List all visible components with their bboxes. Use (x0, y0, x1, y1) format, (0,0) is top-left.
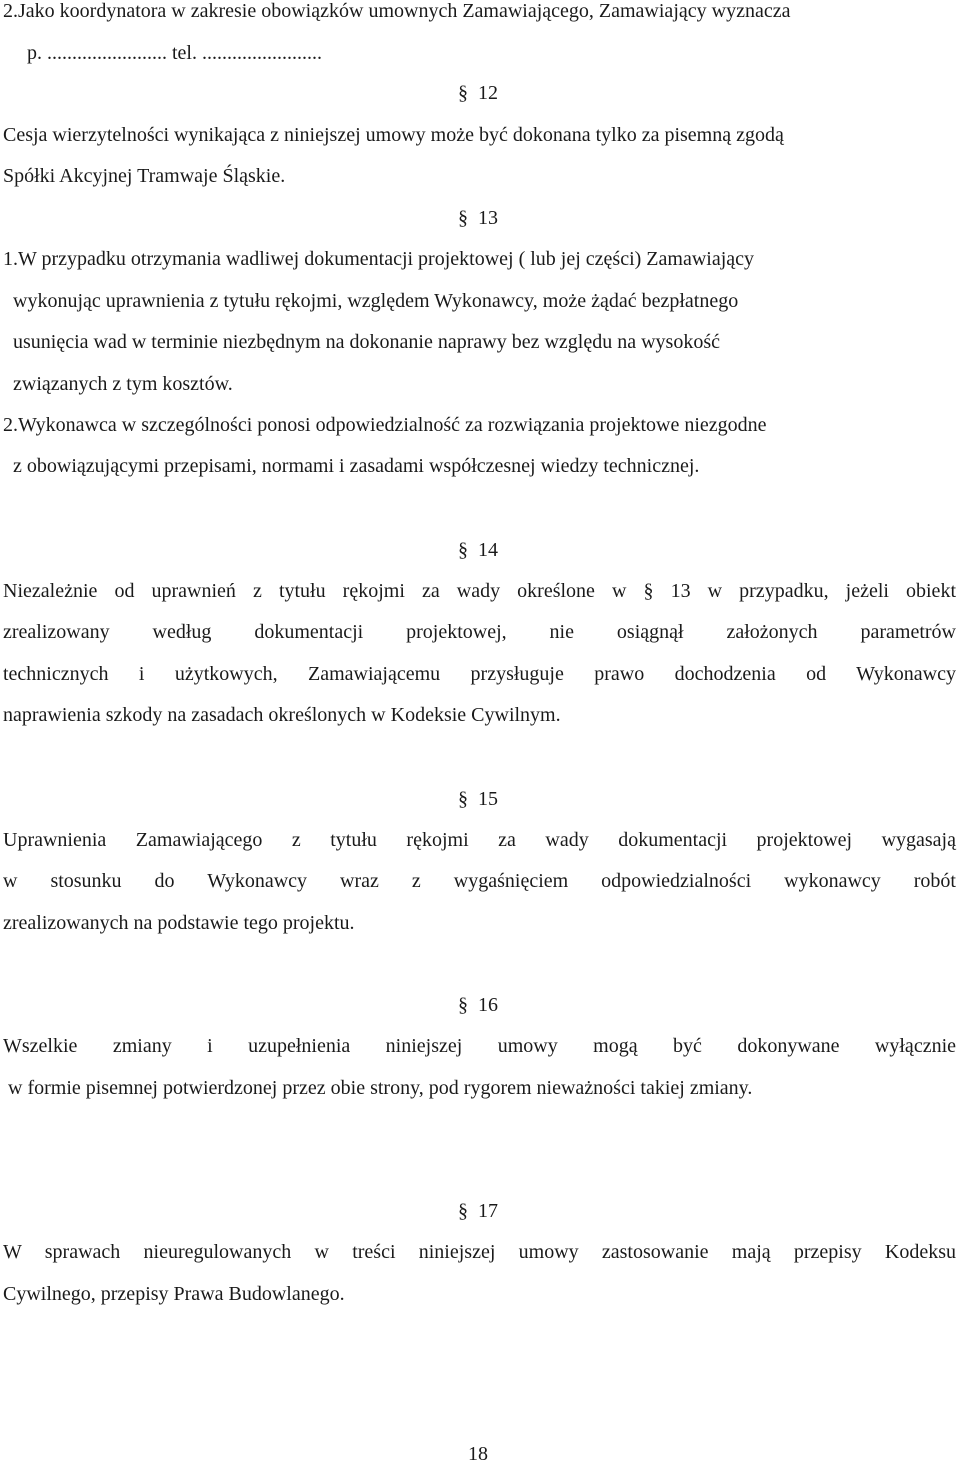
page-number: 18 (468, 1443, 488, 1465)
section-symbol: § (458, 994, 468, 1016)
paragraph-line: Cywilnego, przepisy Prawa Budowlanego. (3, 1283, 345, 1305)
paragraph-line: w stosunku do Wykonawcy wraz z wygaśnięciem odpowiedzialności wykonawcy robót (3, 870, 956, 892)
paragraph-line: Cesja wierzytelności wynikająca z niniejszej umowy może być dokonana tylko za pisemną zgodą (3, 124, 784, 146)
section-heading-13 (458, 205, 498, 231)
section-heading-12 (458, 80, 498, 106)
paragraph-line: usunięcia wad w terminie niezbędnym na dokonanie naprawy bez względu na wysokość (13, 331, 720, 353)
paragraph-line: p. ........................ tel. ........................ (27, 42, 322, 64)
section-heading-14 (458, 537, 498, 563)
section-heading-16 (458, 992, 498, 1018)
section-heading-15 (458, 786, 498, 812)
paragraph-line: W sprawach nieuregulowanych w treści niniejszej umowy zastosowanie mają przepisy Kodeksu (3, 1241, 956, 1263)
section-heading-17 (458, 1198, 498, 1224)
paragraph-line: Wszelkie zmiany i uzupełnienia niniejszej umowy mogą być dokonywane wyłącznie (3, 1035, 956, 1057)
paragraph-line: Uprawnienia Zamawiającego z tytułu rękojmi za wady dokumentacji projektowej wygasają (3, 829, 956, 851)
paragraph-line: związanych z tym kosztów. (13, 373, 233, 395)
section-number: 12 (478, 82, 498, 104)
paragraph-line: Niezależnie od uprawnień z tytułu rękojmi za wady określone w § 13 w przypadku, jeżeli obiekt (3, 580, 956, 602)
paragraph-line: zrealizowanych na podstawie tego projektu. (3, 912, 355, 934)
section-number: 13 (478, 207, 498, 229)
section-symbol: § (458, 82, 468, 104)
paragraph-line: z obowiązującymi przepisami, normami i zasadami współczesnej wiedzy technicznej. (13, 455, 700, 477)
paragraph-line: 2.Wykonawca w szczególności ponosi odpowiedzialność za rozwiązania projektowe niezgodne (3, 414, 767, 436)
section-number: 15 (478, 788, 498, 810)
paragraph-line: 2.Jako koordynatora w zakresie obowiązków umownych Zamawiającego, Zamawiający wyznacza (3, 0, 791, 22)
section-number: 17 (478, 1200, 498, 1222)
section-symbol: § (458, 1200, 468, 1222)
paragraph-line: technicznych i użytkowych, Zamawiającemu przysługuje prawo dochodzenia od Wykonawcy (3, 663, 956, 685)
section-symbol: § (458, 788, 468, 810)
section-symbol: § (458, 539, 468, 561)
paragraph-line: wykonując uprawnienia z tytułu rękojmi, względem Wykonawcy, może żądać bezpłatnego (13, 290, 739, 312)
paragraph-line: 1.W przypadku otrzymania wadliwej dokumentacji projektowej ( lub jej części) Zamawiający (3, 248, 755, 270)
paragraph-line: naprawienia szkody na zasadach określonych w Kodeksie Cywilnym. (3, 704, 561, 726)
paragraph-line: w formie pisemnej potwierdzonej przez obie strony, pod rygorem nieważności takiej zmiany. (8, 1077, 753, 1099)
section-number: 16 (478, 994, 498, 1016)
section-symbol: § (458, 207, 468, 229)
paragraph-line: Spółki Akcyjnej Tramwaje Śląskie. (3, 165, 286, 187)
section-number: 14 (478, 539, 498, 561)
paragraph-line: zrealizowany według dokumentacji projektowej, nie osiągnął założonych parametrów (3, 621, 956, 643)
